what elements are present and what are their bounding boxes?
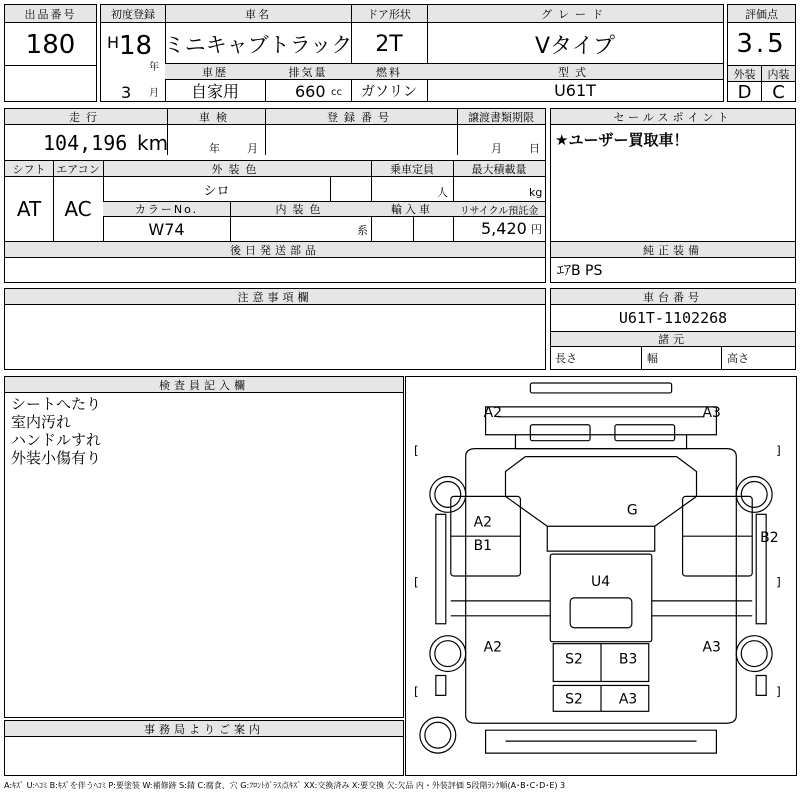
sales-point-box [550, 108, 796, 242]
import-label: 輸入車 [371, 202, 453, 217]
chassis-label: 車台番号 [551, 289, 795, 305]
color-no-label: カラーNo. [103, 202, 230, 217]
inspector-line: 室内汚れ [11, 413, 72, 431]
inspection-month-unit: 月 [247, 142, 258, 155]
bracket-mark: ] [776, 574, 781, 589]
genuine-box [550, 241, 796, 283]
mark-right-door: B2 [760, 530, 779, 547]
inspector-line: ハンドルすれ [11, 431, 102, 449]
first-reg-era: H [107, 33, 120, 52]
legend-text: A:ｷｽﾞ U:ﾍｺﾐ B:ｷｽﾞを伴うﾍｺﾐ P:要塗装 W:補修跡 S:錆 C:腐食、穴 G:ﾌﾛﾝﾄｶﾞﾗｽ点ｷｽﾞ XX:交換済み X:要交換 欠:欠品 内・外装評価 5段階ﾗﾝｸ順(A･B･C･D･E) 3 [4, 781, 566, 790]
mark-right-rear: A3 [702, 639, 721, 656]
int-grade-label: 内装 [762, 66, 795, 82]
mark-bed-left: S2 [565, 651, 583, 668]
ext-color-value: シロ [203, 183, 230, 199]
car-name-label: 車名 [165, 5, 351, 23]
color-no-value: W74 [148, 219, 185, 239]
transfer-label: 譲渡書類期限 [457, 109, 545, 125]
capacity-unit: 人 [437, 186, 448, 199]
mark-front-right: A3 [702, 404, 721, 421]
dims-width: 幅 [647, 352, 658, 365]
recycle-unit: 円 [531, 223, 542, 236]
displacement-label: 排気量 [265, 64, 351, 80]
office-box [4, 720, 404, 776]
inspection-label: 車検 [167, 109, 265, 125]
divider [330, 177, 331, 201]
lot-number-box [4, 4, 97, 102]
door-label: ドア形状 [351, 5, 427, 23]
displacement-unit: cc [331, 87, 342, 98]
mark-left-front-fender: A2 [473, 514, 493, 531]
recycle-label: リサイクル預託金 [453, 202, 545, 217]
score-value: 3.5 [736, 29, 787, 59]
transfer-month-unit: 月 [491, 142, 502, 155]
ext-color-label: 外装色 [103, 161, 371, 177]
int-color-unit: 系 [357, 224, 368, 237]
shift-value: AT [16, 197, 42, 221]
ext-grade-value: D [737, 81, 752, 103]
int-grade-value: C [772, 81, 785, 103]
mark-hood: G [626, 502, 638, 519]
genuine-value: ｴｱB PS [557, 263, 603, 279]
aircon-label: エアコン [53, 161, 103, 177]
mark-left-door: B1 [473, 538, 493, 555]
model-label: 型式 [427, 64, 723, 80]
mark-bed-right: B3 [618, 651, 638, 668]
history-value: 自家用 [190, 82, 239, 101]
mileage-unit: km [137, 131, 169, 155]
aircon-value: AC [64, 197, 92, 221]
divider [721, 347, 722, 369]
mark-left-rear: A2 [483, 639, 502, 656]
divider [457, 109, 458, 155]
chassis-box [550, 288, 796, 370]
dims-height: 高さ [727, 352, 749, 365]
door-value: 2T [375, 31, 403, 57]
notes-label: 注意事項欄 [5, 289, 545, 305]
divider [641, 347, 642, 369]
grade-label: グレード [427, 5, 723, 23]
bracket-mark: [ [413, 684, 419, 699]
bracket-mark: [ [413, 574, 419, 589]
bracket-mark: ] [776, 443, 781, 458]
divider [5, 65, 96, 66]
dims-length: 長さ [555, 352, 577, 365]
mileage-label: 走行 [5, 109, 167, 125]
first-reg-month: 3 [121, 83, 132, 102]
first-reg-month-unit: 月 [149, 88, 159, 99]
model-value: U61T [554, 81, 596, 100]
mark-tail-right: A3 [618, 691, 638, 708]
inspector-line: 外装小傷有り [11, 449, 102, 467]
recycle-value: 5,420 [481, 219, 527, 238]
inspector-line: シートへたり [11, 395, 102, 413]
first-reg-year-unit: 年 [149, 62, 159, 73]
displacement-value: 660 [295, 82, 326, 101]
sales-point-value: ★ユーザー買取車！ [555, 131, 689, 149]
sales-point-label: セールスポイント [551, 109, 795, 125]
mileage-value: 104,196 [43, 131, 128, 155]
divider [265, 109, 266, 155]
score-box [727, 4, 796, 102]
mark-roof: U4 [591, 573, 611, 590]
mark-tail-left: S2 [565, 691, 583, 708]
notes-box [4, 288, 546, 370]
max-load-label: 最大積載量 [453, 161, 545, 177]
fuel-label: 燃料 [351, 64, 427, 80]
divider [413, 217, 414, 241]
inspector-box [4, 376, 404, 718]
office-label: 事務局よりご案内 [5, 721, 403, 737]
first-reg-year: 18 [119, 31, 153, 61]
inspection-year-unit: 年 [209, 142, 220, 155]
genuine-label: 純正装備 [551, 242, 795, 258]
first-reg-label: 初度登録 [101, 5, 165, 23]
ext-grade-label: 外装 [728, 66, 761, 82]
main-info-box [100, 4, 724, 102]
lot-number-value: 180 [25, 30, 76, 60]
car-name-value: ミニキャブトラック [163, 33, 353, 57]
reg-no-label: 登録番号 [265, 109, 457, 125]
spec-box [4, 108, 546, 242]
fuel-value: ガソリン [361, 83, 417, 100]
inspector-label: 検査員記入欄 [5, 377, 403, 393]
int-color-label: 内装色 [231, 202, 371, 217]
mark-front-left: A2 [483, 404, 502, 421]
bracket-mark: ] [776, 684, 781, 699]
later-parts-label: 後日発送部品 [5, 242, 545, 258]
capacity-label: 乗車定員 [371, 161, 453, 177]
max-load-unit: kg [529, 186, 543, 199]
history-label: 車歴 [165, 64, 265, 80]
vehicle-damage-diagram [405, 376, 797, 776]
shift-label: シフト [5, 161, 53, 177]
later-parts-box [4, 241, 546, 283]
lot-number-label: 出品番号 [5, 5, 96, 23]
bracket-mark: [ [413, 443, 419, 458]
chassis-value: U61T-1102268 [618, 309, 728, 327]
grade-value: Vタイプ [535, 33, 615, 59]
score-label: 評価点 [728, 5, 795, 23]
dims-label: 諸元 [551, 331, 795, 347]
transfer-day-unit: 日 [529, 142, 540, 155]
